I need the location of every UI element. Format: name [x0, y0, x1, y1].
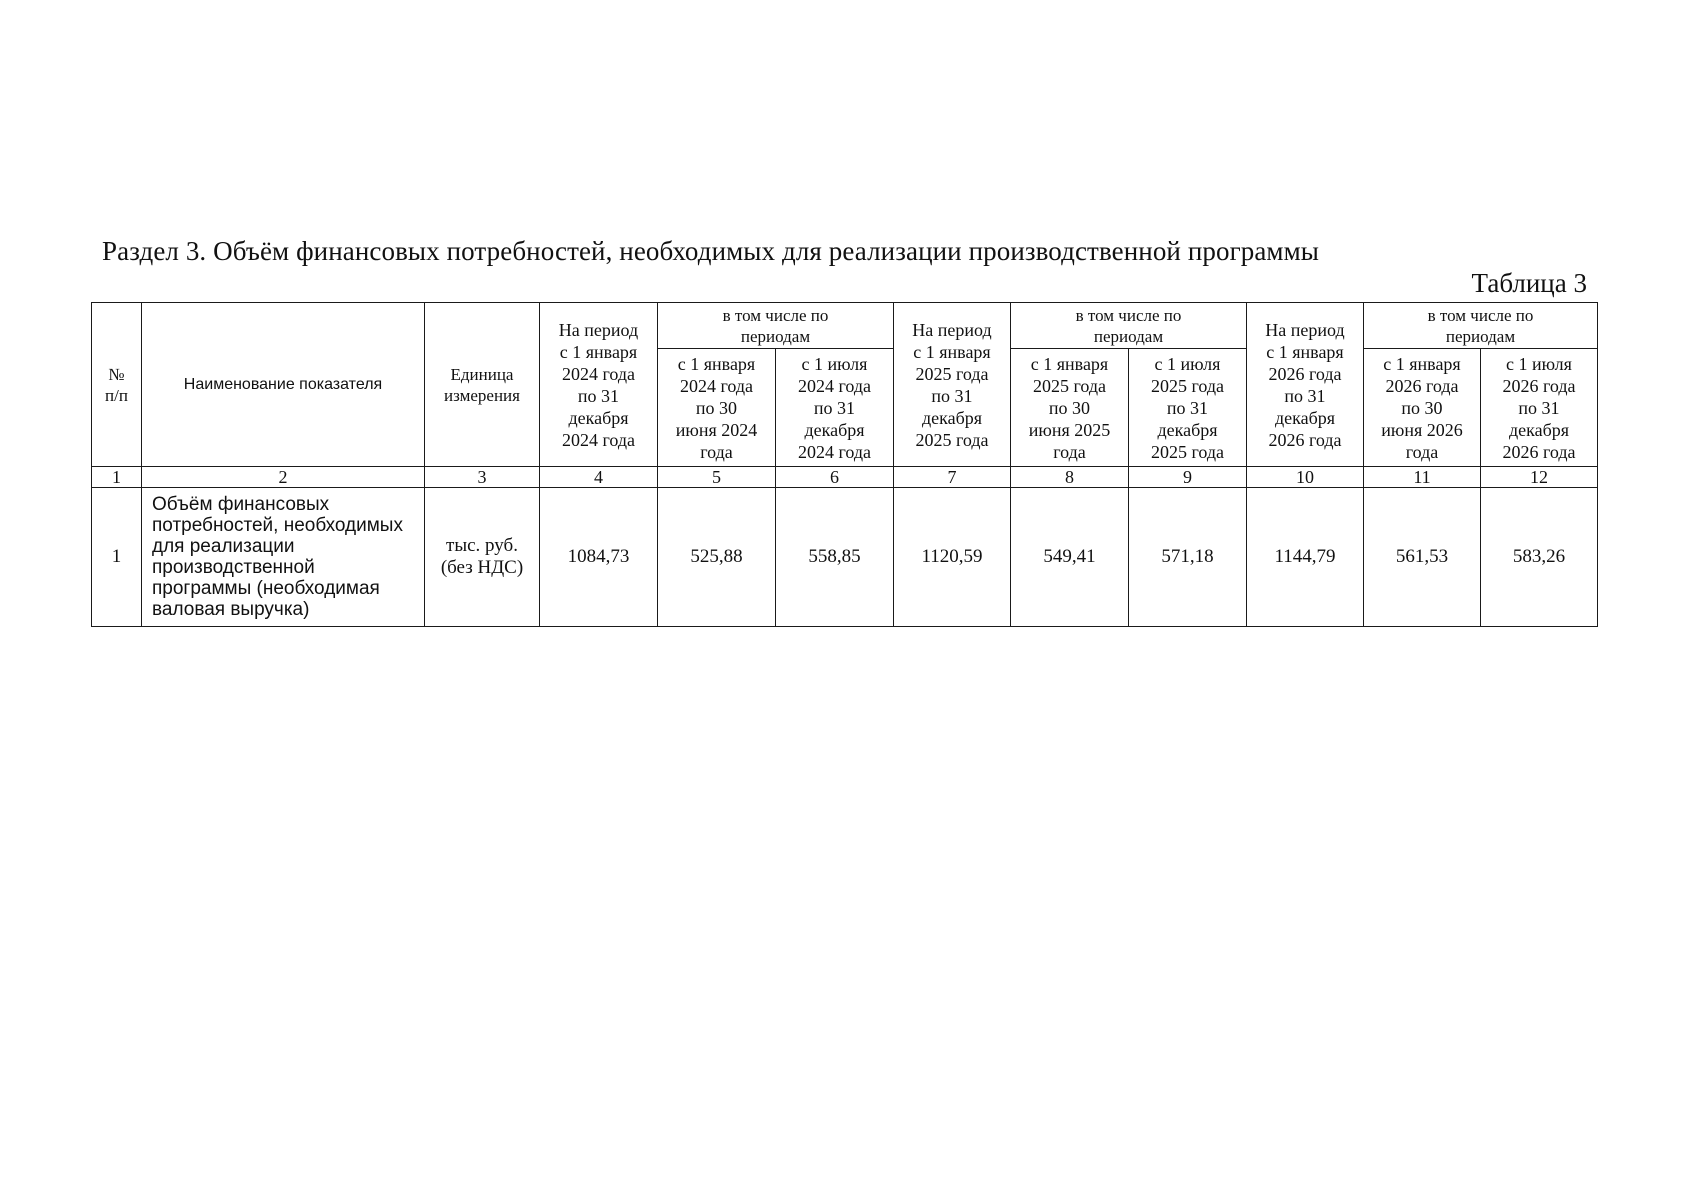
- table-row: [92, 488, 1598, 627]
- value-2024-h2: 558,85: [776, 488, 894, 627]
- column-numbers-row: [92, 467, 1598, 488]
- header-2024-h2: с 1 июля 2024 года по 31 декабря 2024 года: [776, 349, 894, 467]
- header-2025-h2: с 1 июля 2025 года по 31 декабря 2025 года: [1129, 349, 1247, 467]
- column-number: 2: [142, 467, 425, 488]
- column-number: 5: [658, 467, 776, 488]
- value-2024-total: 1084,73: [540, 488, 658, 627]
- header-period-2024: На период с 1 января 2024 года по 31 декабря 2024 года: [540, 303, 658, 467]
- value-2026-h1: 561,53: [1364, 488, 1481, 627]
- section-title: Раздел 3. Объём финансовых потребностей, необходимых для реализации производственной программы: [102, 236, 1320, 266]
- column-number: 10: [1247, 467, 1364, 488]
- column-number: 1: [92, 467, 142, 488]
- header-2025-h1: с 1 января 2025 года по 30 июня 2025 года: [1011, 349, 1129, 467]
- column-number: 3: [425, 467, 540, 488]
- column-number: 4: [540, 467, 658, 488]
- value-2026-h2: 583,26: [1481, 488, 1598, 627]
- column-number: 8: [1011, 467, 1129, 488]
- row-name: Объём финансовых потребностей, необходимых для реализации производственной программы (необходимая валовая выручка): [142, 488, 425, 627]
- header-row-1: [92, 303, 1598, 349]
- column-number: 11: [1364, 467, 1481, 488]
- column-number: 6: [776, 467, 894, 488]
- row-unit: тыс. руб. (без НДС): [425, 488, 540, 627]
- value-2024-h1: 525,88: [658, 488, 776, 627]
- column-number: 7: [894, 467, 1011, 488]
- header-including-2024: в том числе по периодам: [658, 303, 894, 349]
- value-2025-total: 1120,59: [894, 488, 1011, 627]
- value-2025-h1: 549,41: [1011, 488, 1129, 627]
- financial-needs-table: [91, 302, 1598, 627]
- header-including-2026: в том числе по периодам: [1364, 303, 1598, 349]
- header-period-2025: На период с 1 января 2025 года по 31 декабря 2025 года: [894, 303, 1011, 467]
- table-label: Таблица 3: [1471, 268, 1587, 298]
- value-2026-total: 1144,79: [1247, 488, 1364, 627]
- header-period-2026: На период с 1 января 2026 года по 31 декабря 2026 года: [1247, 303, 1364, 467]
- header-including-2025: в том числе по периодам: [1011, 303, 1247, 349]
- header-2026-h2: с 1 июля 2026 года по 31 декабря 2026 года: [1481, 349, 1598, 467]
- value-2025-h2: 571,18: [1129, 488, 1247, 627]
- column-number: 12: [1481, 467, 1598, 488]
- header-num: № п/п: [92, 303, 142, 467]
- column-number: 9: [1129, 467, 1247, 488]
- header-unit: Единица измерения: [425, 303, 540, 467]
- row-num: 1: [92, 488, 142, 627]
- header-2024-h1: с 1 января 2024 года по 30 июня 2024 года: [658, 349, 776, 467]
- header-2026-h1: с 1 января 2026 года по 30 июня 2026 года: [1364, 349, 1481, 467]
- header-name: Наименование показателя: [142, 303, 425, 467]
